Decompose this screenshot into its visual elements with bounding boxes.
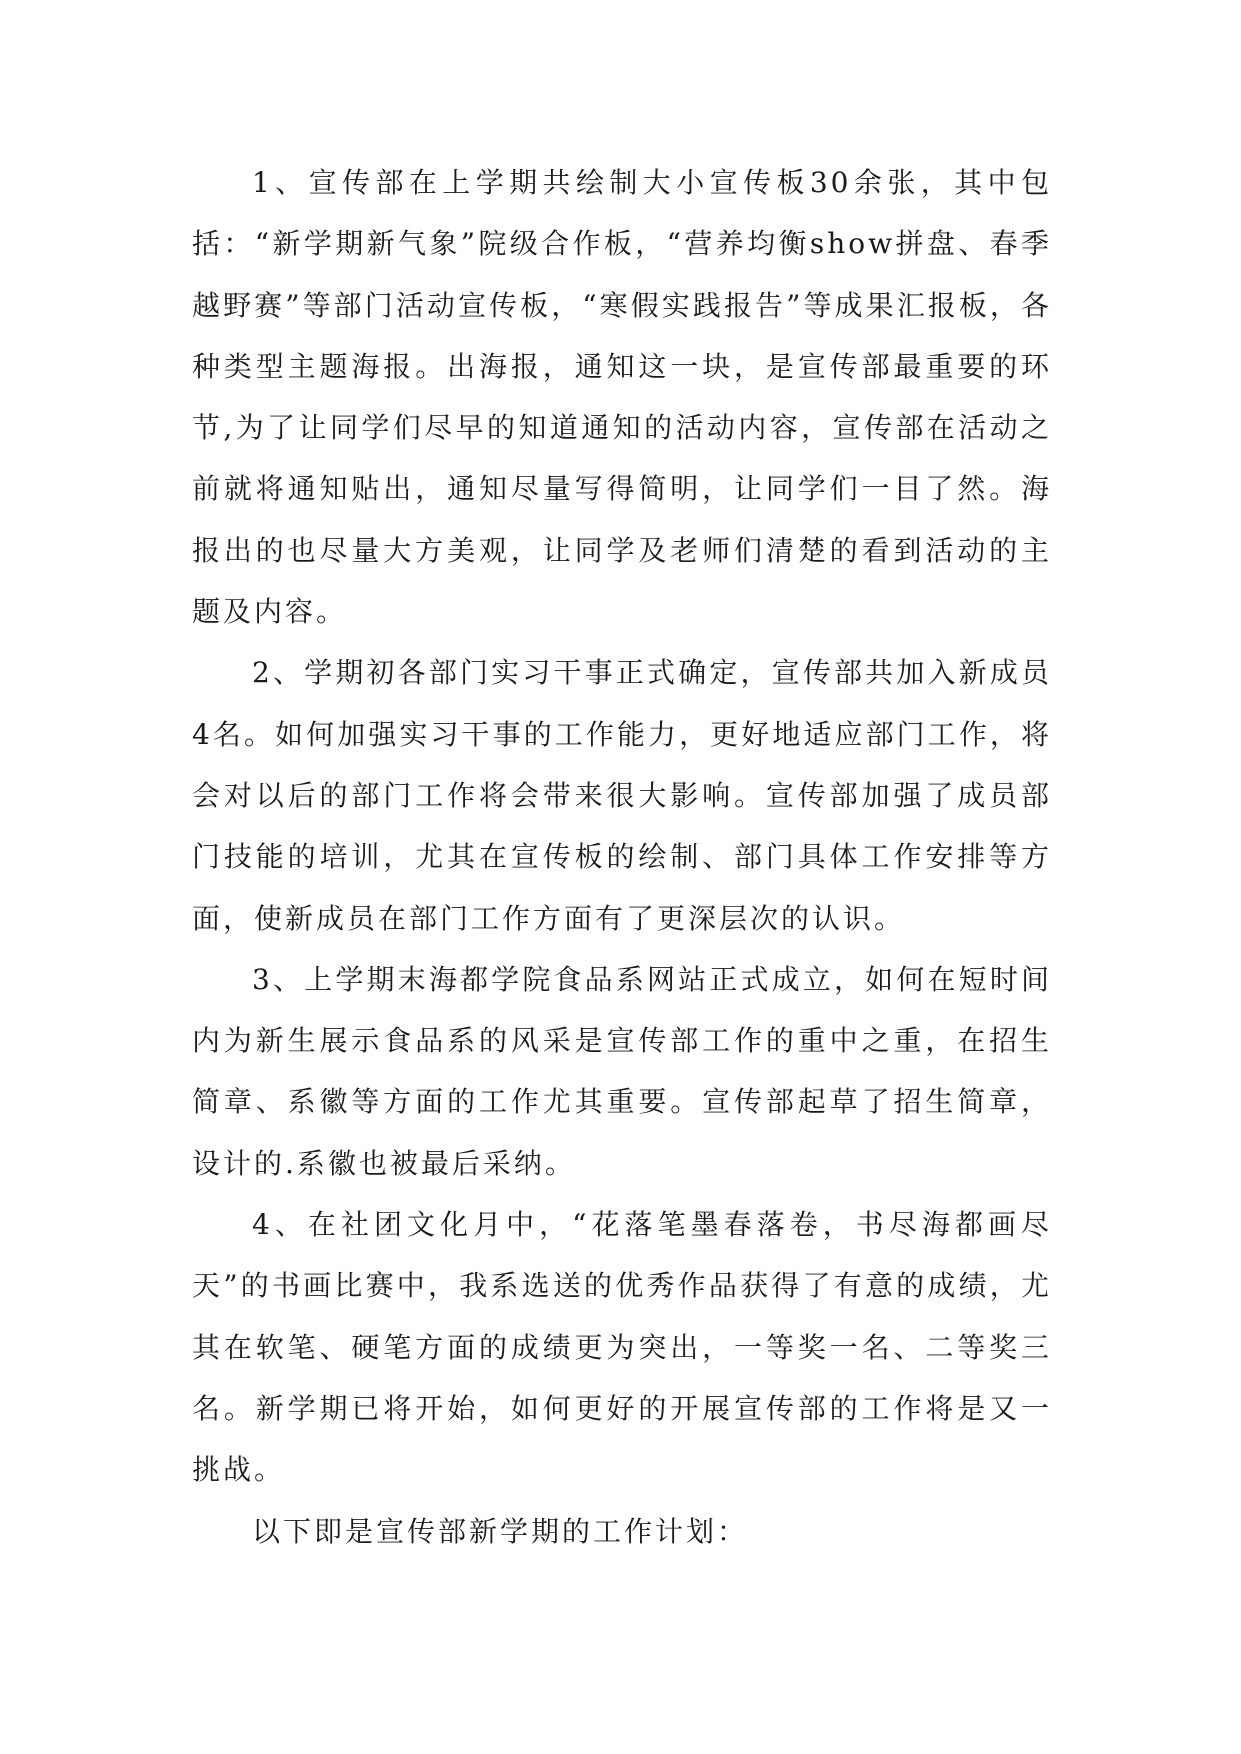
paragraph-3: 3、上学期末海都学院食品系网站正式成立，如何在短时间内为新生展示食品系的风采是宣传部工作的重中之重，在招生简章、系徽等方面的工作尤其重要。宣传部起草了招生简章，设计的.系徽也被最后采纳。 xyxy=(192,962,1052,1180)
paragraph-2: 2、学期初各部门实习干事正式确定，宣传部共加入新成员4名。如何加强实习干事的工作能力，更好地适应部门工作，将会对以后的部门工作将会带来很大影响。宣传部加强了成员部门技能的培训，尤其在宣传板的绘制、部门具体工作安排等方面，使新成员在部门工作方面有了更深层次的认识。 xyxy=(192,656,1052,935)
document-body xyxy=(192,152,1052,1562)
paragraph-4: 4、在社团文化月中，“花落笔墨春落卷，书尽海都画尽天”的书画比赛中，我系选送的优秀作品获得了有意的成绩，尤其在软笔、硬笔方面的成绩更为突出，一等奖一名、二等奖三名。新学期已将开始，如何更好的开展宣传部的工作将是又一挑战。 xyxy=(192,1208,1052,1487)
paragraph-5: 以下即是宣传部新学期的工作计划： xyxy=(252,1514,749,1548)
paragraph-1: 1、宣传部在上学期共绘制大小宣传板30余张，其中包括：“新学期新气象”院级合作板，“营养均衡show拼盘、春季越野赛”等部门活动宣传板，“寒假实践报告”等成果汇报板，各种类型主题海报。出海报，通知这一块，是宣传部最重要的环节,为了让同学们尽早的知道通知的活动内容，宣传部在活动之前就将通知贴出，通知尽量写得简明，让同学们一目了然。海报出的也尽量大方美观，让同学及老师们清楚的看到活动的主题及内容。 xyxy=(192,166,1052,629)
